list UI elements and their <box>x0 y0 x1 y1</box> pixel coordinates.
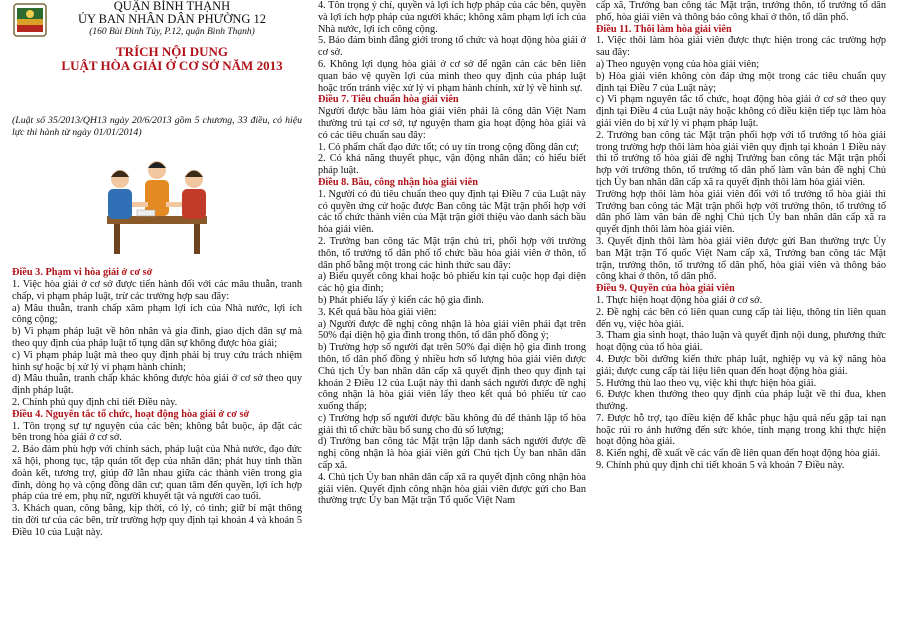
paragraph: 2. Trưởng ban công tác Mặt trận phối hợp với tổ trưởng tổ hòa giải trong trường hợp thôi làm hòa giải viên quy định tại khoản 1 Điều này thì tổ trưởng tổ hòa giải đề nghị Trưởng ban công tác Mặt trận phối hợp với trưởng thôn, tổ trưởng tổ dân phố làm văn bản đề nghị Chủ tịch Ủy ban nhân dân cấp xã ra quyết định thôi làm hòa giải viên. <box>596 129 886 188</box>
paragraph: a) Biểu quyết công khai hoặc bỏ phiếu kín tại cuộc họp đại diện các hộ gia đình; <box>318 271 586 295</box>
paragraph: 3. Khách quan, công bằng, kịp thời, có lý, có tình; giữ bí mật thông tin đời tư của các bên, trừ trường hợp quy định tại khoản 4 và khoản 5 Điều 10 của Luật này. <box>12 503 302 538</box>
paragraph: 2. Trưởng ban công tác Mặt trận chủ trì, phối hợp với trưởng thôn, tổ trưởng tổ dân phố tổ chức bầu hòa giải viên ở thôn, tổ dân phố bằng một trong các hình thức sau đây: <box>318 235 586 271</box>
paragraph: b) Vi phạm pháp luật về hôn nhân và gia đình, giao dịch dân sự mà theo quy định của pháp luật tố tụng dân sự không được hòa giải; <box>12 326 302 349</box>
emblem-logo <box>12 2 48 38</box>
paragraph: 8. Kiến nghị, đề xuất về các vấn đề liên quan đến hoạt động hòa giải. <box>596 448 881 460</box>
article-heading: Điều 11. Thôi làm hòa giải viên <box>596 23 732 35</box>
article-heading: Điều 3. Phạm vi hòa giải ở cơ sở <box>12 267 153 279</box>
paragraph: c) Vi phạm pháp luật mà theo quy định phải bị truy cứu trách nhiệm hình sự hoặc bị xử lý vi phạm hành chính; <box>12 349 302 373</box>
paragraph: 2. Bảo đảm phù hợp với chính sách, pháp luật của Nhà nước, đạo đức xã hội, phong tục, tập quán tốt đẹp của nhân dân; phát huy tinh thần đoàn kết, tương trợ, giúp đỡ lẫn nhau giữa các thành viên trong gia đình, dòng họ và cộng đồng dân cư; quan tâm đến quyền, lợi ích hợp pháp của trẻ em, phụ nữ, người khuyết tật và người cao tuổi. <box>12 444 302 503</box>
paragraph: 5. Hưởng thù lao theo vụ, việc khi thực hiện hòa giải. <box>596 377 817 389</box>
paragraph: cấp xã, Trưởng ban công tác Mặt trận, trưởng thôn, tổ trưởng tổ dân phố, hòa giải viên và thông báo công khai ở thôn, tổ dân phố. <box>596 0 886 23</box>
paragraph: 6. Không lợi dụng hòa giải ở cơ sở để ngăn cản các bên liên quan bảo vệ quyền lợi của mình theo quy định của pháp luật hoặc trốn tránh việc xử lý vi phạm hành chính, xử lý về hình sự. <box>318 58 586 94</box>
paragraph: 1. Việc hòa giải ở cơ sở được tiến hành đối với các mâu thuẫn, tranh chấp, vi phạm pháp luật, trừ các trường hợp sau đây: <box>12 278 302 302</box>
article-heading: Điều 8. Bầu, công nhận hòa giải viên <box>318 176 478 188</box>
paragraph: 3. Kết quả bầu hòa giải viên: <box>318 306 437 318</box>
paragraph: 1. Có phẩm chất đạo đức tốt; có uy tín trong cộng đồng dân cư; <box>318 141 579 153</box>
paragraph: 1. Thực hiện hoạt động hòa giải ở cơ sở. <box>596 294 763 306</box>
paragraph: d) Mâu thuẫn, tranh chấp khác không được hòa giải ở cơ sở theo quy định pháp luật. <box>12 373 302 397</box>
paragraph: b) Phát phiếu lấy ý kiến các hộ gia đình. <box>318 294 484 306</box>
paragraph: d) Trưởng ban công tác Mặt trận lập danh sách người được đề nghị công nhận là hòa giải viên gửi Chủ tịch Ủy ban nhân dân cấp xã. <box>318 436 586 472</box>
paragraph: Trường hợp thôi làm hòa giải viên đối với tổ trưởng tổ hòa giải thì Trưởng ban công tác Mặt trận phối hợp với trưởng thôn, tổ trưởng tổ dân phố làm văn bản đề nghị Chủ tịch Ủy ban nhân dân cấp xã ra quyết định thôi làm hòa giải viên. <box>596 188 886 236</box>
paragraph: b) Hòa giải viên không còn đáp ứng một trong các tiêu chuẩn quy định tại Điều 7 của Luật này; <box>596 70 886 94</box>
document-header <box>12 0 302 72</box>
doc-title-line2: LUẬT HÒA GIẢI Ở CƠ SỞ NĂM 2013 <box>61 58 283 73</box>
paragraph: 4. Chủ tịch Ủy ban nhân dân cấp xã ra quyết định công nhận hòa giải viên. Quyết định công nhận hòa giải viên được gửi cho Ban thường trực Ủy ban Mặt trận Tổ quốc Việt Nam <box>318 471 586 507</box>
paragraph: 2. Chính phủ quy định chi tiết Điều này. <box>12 396 178 408</box>
paragraph: 5. Bảo đảm bình đẳng giới trong tổ chức và hoạt động hòa giải ở cơ sở. <box>318 35 586 59</box>
column-3 <box>596 0 886 472</box>
ward-address: (160 Bùi Đình Túy, P.12, quận Bình Thạnh) <box>89 27 255 37</box>
paragraph: 1. Tôn trọng sự tự nguyện của các bên; không bắt buộc, áp đặt các bên trong hòa giải ở cơ sở. <box>12 420 302 444</box>
paragraph: 2. Có khả năng thuyết phục, vận động nhân dân; có hiểu biết pháp luật. <box>318 153 586 177</box>
paragraph: a) Theo nguyện vọng của hòa giải viên; <box>596 58 760 70</box>
paragraph: 1. Người có đủ tiêu chuẩn theo quy định tại Điều 7 của Luật này có quyền ứng cử hoặc được Ban công tác Mặt trận phối hợp với các tổ chức thành viên của Mặt trận giới thiệu vào danh sách bầu hòa giải viên. <box>318 188 586 236</box>
article-heading: Điều 7. Tiêu chuẩn hòa giải viên <box>318 94 459 106</box>
organization-block <box>52 0 292 73</box>
article-heading: Điều 4. Nguyên tắc tổ chức, hoạt động hòa giải ở cơ sở <box>12 408 250 420</box>
column-2 <box>318 0 586 507</box>
paragraph: c) Vi phạm nguyên tắc tổ chức, hoạt động hòa giải ở cơ sở theo quy định tại Điều 4 của Luật này hoặc không có điều kiện tiếp tục làm hòa giải viên do bị xử lý vi phạm pháp luật. <box>596 94 886 129</box>
article-heading: Điều 9. Quyền của hòa giải viên <box>596 283 735 295</box>
paragraph: 4. Tôn trọng ý chí, quyền và lợi ích hợp pháp của các bên, quyền và lợi ích hợp pháp của người khác; không xâm phạm lợi ích của Nhà nước, lợi ích công cộng. <box>318 0 586 35</box>
paragraph: a) Người được đề nghị công nhận là hòa giải viên phải đạt trên 50% đại diện hộ gia đình trong thôn, tổ dân phố đồng ý; <box>318 318 586 342</box>
district-name: QUẬN BÌNH THẠNH <box>113 0 231 13</box>
law-subtitle: (Luật số 35/2013/QH13 ngày 20/6/2013 gồm 5 chương, 33 điều, có hiệu lực thi hành từ ngày 01/01/2014) <box>12 115 302 138</box>
paragraph: 9. Chính phủ quy định chi tiết khoản 5 và khoản 7 Điều này. <box>596 460 845 472</box>
column-1 <box>12 0 302 539</box>
paragraph: 3. Quyết định thôi làm hòa giải viên được gửi Ban thường trực Ủy ban Mặt trận Tổ quốc Việt Nam cấp xã, Trưởng ban công tác Mặt trận, trưởng thôn, tổ trưởng tổ dân phố, hòa giải viên và thông báo công khai ở thôn, tổ dân phố. <box>596 235 886 283</box>
paragraph: 4. Được bồi dưỡng kiến thức pháp luật, nghiệp vụ và kỹ năng hòa giải; được cung cấp tài liệu liên quan đến hoạt động hòa giải. <box>596 353 886 377</box>
doc-title-line1: TRÍCH NỘI DUNG <box>116 44 228 59</box>
paragraph: 6. Được khen thưởng theo quy định của pháp luật về thi đua, khen thưởng. <box>596 389 886 413</box>
mediation-meeting-illustration <box>92 144 222 259</box>
paragraph: c) Trường hợp số người được bầu không đủ để thành lập tổ hòa giải thì tổ chức bầu bổ sung cho đủ số lượng; <box>318 412 586 436</box>
paragraph: 2. Đề nghị các bên có liên quan cung cấp tài liệu, thông tin liên quan đến vụ, việc hòa giải. <box>596 306 886 330</box>
column-1-body <box>12 267 302 538</box>
paragraph: a) Mâu thuẫn, tranh chấp xâm phạm lợi ích của Nhà nước, lợi ích công cộng; <box>12 302 302 326</box>
paragraph: 1. Việc thôi làm hòa giải viên được thực hiện trong các trường hợp sau đây: <box>596 35 886 59</box>
ward-name: ỦY BAN NHÂN DÂN PHƯỜNG 12 <box>77 12 267 26</box>
paragraph: b) Trường hợp số người đạt trên 50% đại diện hộ gia đình trong thôn, tổ dân phố đồng ý nhiều hơn số lượng hòa giải viên được Chủ tịch Ủy ban nhân dân cấp xã quyết định theo quy định tại khoản 2 Điều 12 của Luật này thì danh sách người được đề nghị công nhận là hòa giải viên lấy theo kết quả bỏ phiếu từ cao xuống thấp; <box>318 342 586 413</box>
paragraph: 3. Tham gia sinh hoạt, thảo luận và quyết định nội dung, phương thức hoạt động của tổ hòa giải. <box>596 330 886 354</box>
paragraph: Người được bầu làm hòa giải viên phải là công dân Việt Nam thường trú tại cơ sở, tự nguyện tham gia hoạt động hòa giải và có các tiêu chuẩn sau đây: <box>318 106 586 141</box>
paragraph: 7. Được hỗ trợ, tạo điều kiện để khắc phục hậu quả nếu gặp tai nạn hoặc rủi ro ảnh hưởng đến sức khỏe, tính mạng trong khi thực hiện hoạt động hòa giải. <box>596 412 886 448</box>
